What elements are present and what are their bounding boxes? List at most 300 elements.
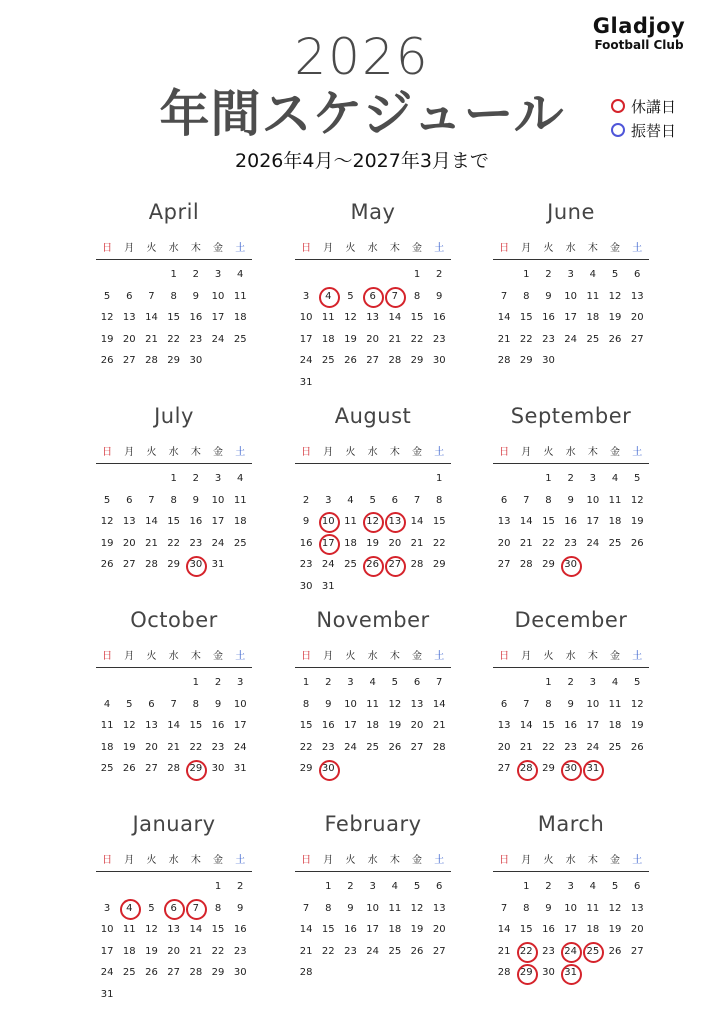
week-row xyxy=(96,737,252,759)
week-row xyxy=(96,554,252,576)
week-row xyxy=(96,329,252,351)
weekday-label: 水 xyxy=(367,854,378,866)
day-cell: 16 xyxy=(211,720,225,732)
day-cell: 19 xyxy=(630,720,644,732)
day-cell: 9 xyxy=(545,902,552,914)
day-cell: 25 xyxy=(321,355,335,367)
day-cell: 27 xyxy=(145,763,158,775)
week-row xyxy=(295,350,451,372)
day-cell: 27 xyxy=(167,967,181,979)
weekday-label: 金 xyxy=(610,854,621,866)
day-cell: 18 xyxy=(321,333,335,345)
day-cell: 17 xyxy=(564,924,578,936)
weekday-label: 木 xyxy=(389,242,400,254)
week-row xyxy=(295,758,451,780)
day-cell: 8 xyxy=(192,698,200,710)
day-cell: 10 xyxy=(586,698,600,710)
day-cell: 1 xyxy=(523,881,530,892)
day-cell: 19 xyxy=(100,333,114,345)
empty-cell xyxy=(118,672,140,694)
day-cell: 22 xyxy=(410,333,424,345)
weekday-header xyxy=(493,644,649,668)
day-cell: 15 xyxy=(519,924,533,936)
day-cell: 18 xyxy=(100,741,114,753)
month-december xyxy=(493,606,649,780)
day-cell: 2 xyxy=(237,881,244,892)
empty-cell xyxy=(384,264,406,286)
closed-day: 25 xyxy=(582,941,604,963)
weekday-header xyxy=(96,236,252,260)
empty-cell xyxy=(493,672,515,694)
month-name: October xyxy=(130,608,218,632)
weekday-label: 日 xyxy=(499,854,510,866)
page-title: 年間スケジュール xyxy=(159,85,565,143)
month-may xyxy=(295,198,451,394)
day-cell: 4 xyxy=(611,677,619,688)
day-cell: 9 xyxy=(567,698,574,710)
day-cell: 11 xyxy=(366,698,380,710)
day-cell: 19 xyxy=(608,312,622,324)
week-row xyxy=(295,554,451,576)
week-row xyxy=(493,511,649,533)
day-cell: 14 xyxy=(497,312,511,324)
week-row xyxy=(295,286,451,308)
weekday-label: 土 xyxy=(434,650,445,662)
weekday-label: 木 xyxy=(190,650,201,662)
week-row xyxy=(493,941,649,963)
day-cell: 24 xyxy=(233,741,247,753)
day-cell: 21 xyxy=(167,741,181,753)
day-cell: 9 xyxy=(192,494,200,506)
week-row xyxy=(493,533,649,555)
weekday-label: 土 xyxy=(632,242,643,254)
week-row xyxy=(96,672,252,694)
day-cell: 15 xyxy=(519,312,533,324)
day-cell: 5 xyxy=(634,677,641,688)
weekday-label: 火 xyxy=(543,242,554,254)
week-row xyxy=(295,898,451,920)
day-cell: 12 xyxy=(630,698,644,710)
week-row xyxy=(295,468,451,490)
day-cell: 15 xyxy=(299,720,313,732)
page-subtitle: 2026年4月～2027年3月まで xyxy=(235,150,489,172)
day-cell: 27 xyxy=(630,945,644,957)
day-cell: 13 xyxy=(167,924,181,936)
day-cell: 17 xyxy=(100,945,114,957)
day-cell: 12 xyxy=(388,698,402,710)
day-cell: 20 xyxy=(366,333,380,345)
week-row xyxy=(295,694,451,716)
weekday-label: 火 xyxy=(345,242,356,254)
closed-day: 31 xyxy=(582,758,604,780)
month-february xyxy=(295,810,451,984)
day-cell: 16 xyxy=(233,924,247,936)
closed-day: 4 xyxy=(317,286,339,308)
day-cell: 3 xyxy=(237,677,244,688)
weekday-label: 水 xyxy=(565,650,576,662)
day-cell: 28 xyxy=(410,559,424,571)
legend-item-closed xyxy=(611,94,676,118)
day-cell: 5 xyxy=(103,494,111,506)
day-cell: 15 xyxy=(167,312,181,324)
weekday-label: 月 xyxy=(521,650,532,662)
day-cell: 21 xyxy=(299,945,313,957)
day-cell: 30 xyxy=(299,580,313,592)
day-cell: 25 xyxy=(100,763,114,775)
day-cell: 14 xyxy=(167,720,181,732)
day-cell: 3 xyxy=(347,677,354,688)
weekday-label: 日 xyxy=(499,242,510,254)
weekday-label: 金 xyxy=(213,854,224,866)
week-row xyxy=(493,672,649,694)
day-cell: 18 xyxy=(586,312,600,324)
day-cell: 26 xyxy=(608,333,622,345)
closed-day: 4 xyxy=(118,898,140,920)
empty-cell xyxy=(339,264,361,286)
day-cell: 28 xyxy=(189,967,203,979)
day-cell: 6 xyxy=(126,494,133,506)
day-cell: 12 xyxy=(100,312,114,324)
day-cell: 8 xyxy=(170,494,177,506)
day-cell: 12 xyxy=(344,312,357,324)
week-row xyxy=(96,715,252,737)
day-cell: 21 xyxy=(497,333,511,345)
day-cell: 6 xyxy=(634,881,641,892)
day-cell: 10 xyxy=(299,312,313,324)
legend-label-closed: 休講日 xyxy=(631,97,677,116)
day-cell: 20 xyxy=(432,924,446,936)
day-cell: 2 xyxy=(214,677,222,688)
day-cell: 14 xyxy=(410,516,424,528)
closed-day: 30 xyxy=(185,554,207,576)
weekday-label: 水 xyxy=(565,854,576,866)
day-cell: 7 xyxy=(148,290,155,302)
empty-cell xyxy=(185,876,207,898)
day-cell: 21 xyxy=(145,537,158,549)
day-cell: 1 xyxy=(214,881,222,892)
month-name: November xyxy=(316,608,430,632)
month-name: January xyxy=(132,812,216,836)
day-cell: 3 xyxy=(567,269,574,280)
day-cell: 7 xyxy=(302,902,310,914)
day-cell: 12 xyxy=(145,924,158,936)
month-name: April xyxy=(148,200,200,224)
day-cell: 1 xyxy=(170,269,177,280)
day-cell: 7 xyxy=(148,494,155,506)
day-cell: 12 xyxy=(100,516,114,528)
weekday-label: 水 xyxy=(367,446,378,458)
day-cell: 25 xyxy=(344,559,357,571)
week-row xyxy=(295,511,451,533)
day-cell: 26 xyxy=(100,355,114,367)
empty-cell xyxy=(96,672,118,694)
week-row xyxy=(493,490,649,512)
weekday-label: 水 xyxy=(367,242,378,254)
weekday-label: 火 xyxy=(146,650,157,662)
month-september xyxy=(493,402,649,576)
day-cell: 3 xyxy=(369,881,376,892)
logo-tagline: Football Club xyxy=(594,38,684,52)
day-cell: 18 xyxy=(233,312,247,324)
empty-cell xyxy=(96,264,118,286)
day-cell: 10 xyxy=(366,902,380,914)
day-cell: 26 xyxy=(145,967,158,979)
day-cell: 25 xyxy=(233,537,247,549)
day-cell: 23 xyxy=(564,741,578,753)
day-cell: 23 xyxy=(344,945,357,957)
day-cell: 31 xyxy=(100,988,114,1000)
day-cell: 6 xyxy=(148,698,155,710)
day-cell: 23 xyxy=(299,559,313,571)
day-cell: 2 xyxy=(192,269,200,280)
day-cell: 10 xyxy=(586,494,600,506)
day-cell: 28 xyxy=(497,355,511,367)
blue-ring-icon xyxy=(611,123,625,137)
day-cell: 14 xyxy=(145,516,158,528)
day-cell: 14 xyxy=(497,924,511,936)
weekday-label: 金 xyxy=(412,650,423,662)
day-cell: 18 xyxy=(586,924,600,936)
day-cell: 7 xyxy=(436,677,443,688)
month-name: September xyxy=(510,404,632,428)
day-cell: 27 xyxy=(630,333,644,345)
day-cell: 22 xyxy=(542,741,555,753)
day-cell: 21 xyxy=(497,945,511,957)
day-cell: 10 xyxy=(564,290,578,302)
empty-cell xyxy=(515,672,537,694)
empty-cell xyxy=(406,468,428,490)
day-cell: 6 xyxy=(500,494,508,506)
closed-day: 30 xyxy=(317,758,339,780)
day-cell: 1 xyxy=(302,677,310,688)
empty-cell xyxy=(140,876,162,898)
day-cell: 13 xyxy=(122,312,136,324)
empty-cell xyxy=(118,264,140,286)
week-row xyxy=(493,350,649,372)
day-cell: 3 xyxy=(589,473,597,484)
day-cell: 23 xyxy=(432,333,446,345)
day-cell: 31 xyxy=(211,559,225,571)
weekday-label: 金 xyxy=(213,650,224,662)
weekday-header xyxy=(493,848,649,872)
day-cell: 17 xyxy=(564,312,578,324)
day-cell: 14 xyxy=(189,924,203,936)
week-row xyxy=(96,533,252,555)
day-cell: 11 xyxy=(321,312,335,324)
weekday-label: 木 xyxy=(587,242,598,254)
day-cell: 7 xyxy=(500,290,508,302)
day-cell: 16 xyxy=(432,312,446,324)
weekday-label: 水 xyxy=(168,242,179,254)
month-name: May xyxy=(350,200,396,224)
day-cell: 19 xyxy=(366,537,380,549)
day-cell: 29 xyxy=(432,559,446,571)
closed-day: 17 xyxy=(317,533,339,555)
week-row xyxy=(295,329,451,351)
day-cell: 21 xyxy=(519,537,533,549)
week-row xyxy=(96,264,252,286)
day-cell: 12 xyxy=(608,290,622,302)
day-cell: 16 xyxy=(542,924,555,936)
month-name: February xyxy=(324,812,422,836)
day-cell: 15 xyxy=(432,516,446,528)
day-cell: 11 xyxy=(388,902,402,914)
day-cell: 15 xyxy=(321,924,335,936)
month-march xyxy=(493,810,649,984)
day-cell: 3 xyxy=(302,290,310,302)
day-cell: 26 xyxy=(388,741,402,753)
weekday-header xyxy=(295,440,451,464)
day-cell: 3 xyxy=(103,902,111,914)
day-cell: 31 xyxy=(321,580,335,592)
day-cell: 20 xyxy=(497,741,511,753)
weekday-label: 金 xyxy=(412,242,423,254)
day-cell: 24 xyxy=(564,333,578,345)
weekday-header xyxy=(96,440,252,464)
day-cell: 11 xyxy=(586,902,600,914)
empty-cell xyxy=(140,264,162,286)
day-cell: 15 xyxy=(410,312,424,324)
day-cell: 1 xyxy=(436,473,443,484)
day-cell: 27 xyxy=(366,355,380,367)
weekday-label: 日 xyxy=(102,650,113,662)
day-cell: 24 xyxy=(344,741,357,753)
day-cell: 19 xyxy=(388,720,402,732)
day-cell: 4 xyxy=(589,269,597,280)
day-cell: 2 xyxy=(302,494,310,506)
day-cell: 10 xyxy=(344,698,357,710)
week-row xyxy=(493,286,649,308)
day-cell: 22 xyxy=(519,333,533,345)
week-row xyxy=(96,468,252,490)
week-row xyxy=(295,715,451,737)
day-cell: 20 xyxy=(167,945,181,957)
day-cell: 14 xyxy=(519,720,533,732)
empty-cell xyxy=(96,468,118,490)
day-cell: 19 xyxy=(344,333,357,345)
day-cell: 20 xyxy=(497,537,511,549)
day-cell: 5 xyxy=(611,881,619,892)
day-cell: 2 xyxy=(436,269,443,280)
month-october xyxy=(96,606,252,780)
day-cell: 27 xyxy=(497,763,511,775)
day-cell: 17 xyxy=(366,924,380,936)
day-cell: 29 xyxy=(410,355,424,367)
weekday-label: 火 xyxy=(345,650,356,662)
day-cell: 13 xyxy=(122,516,136,528)
closed-day: 22 xyxy=(515,941,537,963)
weekday-label: 木 xyxy=(190,242,201,254)
day-cell: 23 xyxy=(542,945,555,957)
day-cell: 15 xyxy=(211,924,225,936)
day-cell: 26 xyxy=(122,763,136,775)
day-cell: 4 xyxy=(237,473,244,484)
closed-day: 13 xyxy=(384,511,406,533)
weekday-label: 金 xyxy=(610,242,621,254)
week-row xyxy=(96,876,252,898)
weekday-label: 木 xyxy=(389,446,400,458)
weekday-label: 日 xyxy=(499,650,510,662)
day-cell: 22 xyxy=(321,945,335,957)
closed-day: 6 xyxy=(362,286,384,308)
closed-day: 6 xyxy=(163,898,185,920)
day-cell: 16 xyxy=(542,312,555,324)
day-cell: 17 xyxy=(344,720,357,732)
weekday-label: 木 xyxy=(389,854,400,866)
day-cell: 2 xyxy=(545,881,552,892)
day-cell: 16 xyxy=(189,516,203,528)
day-cell: 11 xyxy=(586,290,600,302)
day-cell: 19 xyxy=(122,741,136,753)
day-cell: 1 xyxy=(523,269,530,280)
day-cell: 4 xyxy=(237,269,244,280)
day-cell: 28 xyxy=(145,559,158,571)
day-cell: 15 xyxy=(542,720,555,732)
day-cell: 4 xyxy=(589,881,597,892)
day-cell: 24 xyxy=(299,355,313,367)
day-cell: 24 xyxy=(100,967,114,979)
day-cell: 15 xyxy=(167,516,181,528)
day-cell: 2 xyxy=(192,473,200,484)
closed-day: 10 xyxy=(317,511,339,533)
closed-day: 7 xyxy=(185,898,207,920)
day-cell: 20 xyxy=(145,741,158,753)
day-cell: 23 xyxy=(564,537,578,549)
month-august xyxy=(295,402,451,598)
weekday-label: 木 xyxy=(587,650,598,662)
day-cell: 3 xyxy=(567,881,574,892)
day-cell: 6 xyxy=(500,698,508,710)
weekday-label: 木 xyxy=(587,446,598,458)
closed-day: 30 xyxy=(560,554,582,576)
day-cell: 5 xyxy=(148,902,155,914)
day-cell: 30 xyxy=(542,355,555,367)
day-cell: 21 xyxy=(432,720,446,732)
weekday-label: 土 xyxy=(235,650,246,662)
weekday-label: 土 xyxy=(632,650,643,662)
day-cell: 11 xyxy=(608,494,622,506)
week-row xyxy=(96,350,252,372)
month-july xyxy=(96,402,252,576)
weekday-label: 土 xyxy=(434,446,445,458)
closed-day: 7 xyxy=(384,286,406,308)
weekday-label: 日 xyxy=(301,650,312,662)
day-cell: 13 xyxy=(630,902,644,914)
day-cell: 5 xyxy=(347,290,354,302)
weekday-label: 火 xyxy=(543,446,554,458)
month-name: March xyxy=(537,812,605,836)
day-cell: 21 xyxy=(189,945,203,957)
weekday-label: 火 xyxy=(146,854,157,866)
day-cell: 26 xyxy=(630,741,644,753)
week-row xyxy=(295,264,451,286)
week-row xyxy=(295,919,451,941)
day-cell: 20 xyxy=(388,537,402,549)
day-cell: 10 xyxy=(564,902,578,914)
day-cell: 2 xyxy=(325,677,332,688)
month-november xyxy=(295,606,451,780)
closed-day: 29 xyxy=(515,962,537,984)
legend-label-makeup: 振替日 xyxy=(631,121,677,140)
day-cell: 17 xyxy=(233,720,247,732)
day-cell: 1 xyxy=(413,269,421,280)
day-cell: 14 xyxy=(432,698,446,710)
weekday-label: 金 xyxy=(213,446,224,458)
day-cell: 20 xyxy=(630,924,644,936)
week-row xyxy=(295,941,451,963)
day-cell: 6 xyxy=(413,677,421,688)
day-cell: 22 xyxy=(189,741,203,753)
